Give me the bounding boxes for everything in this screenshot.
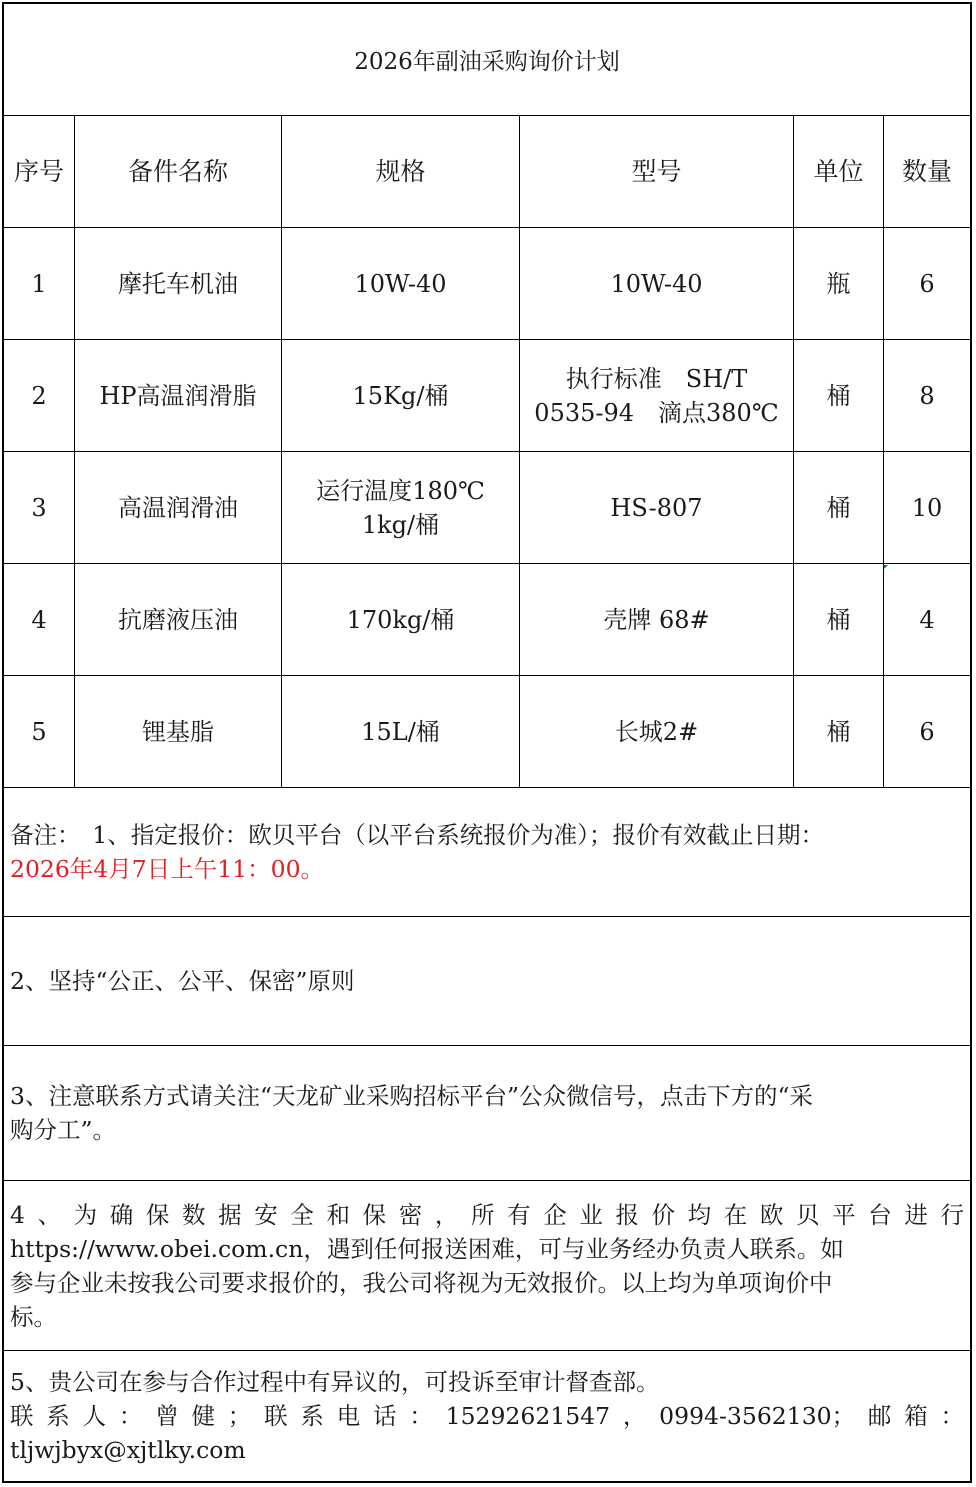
table-row <box>4 228 970 340</box>
header-spec: 规格 <box>282 116 520 227</box>
header-unit: 单位 <box>794 116 884 227</box>
note-1 <box>4 788 970 917</box>
inquiry-sheet <box>2 2 972 1483</box>
cell-model: 长城2# <box>520 676 794 787</box>
cell-spec-line: 运行温度180℃ <box>316 476 485 505</box>
cell-part-name: 锂基脂 <box>75 676 282 787</box>
table-row <box>4 564 970 676</box>
note-4-url-line: https://www.obei.com.cn，遇到任何报送困难，可与业务经办负责人联系。如 <box>10 1234 844 1263</box>
cell-no: 2 <box>4 340 75 451</box>
cell-model: 壳牌 68# <box>520 564 794 675</box>
cell-no: 4 <box>4 564 75 675</box>
cell-spec: 15Kg/桶 <box>282 340 520 451</box>
cell-model <box>520 340 794 451</box>
table-row <box>4 676 970 788</box>
note-5 <box>4 1351 970 1481</box>
note-3-line: 3、注意联系方式请关注“天龙矿业采购招标平台”公众微信号，点击下方的“采 <box>10 1082 813 1110</box>
cell-qty: 4 <box>919 605 935 634</box>
contact-email: tljwjbyx@xjtlky.com <box>10 1436 246 1464</box>
note-3-line: 购分工”。 <box>10 1116 117 1144</box>
header-part-name: 备件名称 <box>75 116 282 227</box>
contact-line: 联系人：曾健；联系电话：15292621547，0994-3562130；邮箱： <box>10 1402 964 1430</box>
cell-unit: 桶 <box>794 564 884 675</box>
note-4 <box>4 1181 970 1351</box>
cell-unit: 瓶 <box>794 228 884 339</box>
cell-no: 1 <box>4 228 75 339</box>
cell-unit: 桶 <box>794 676 884 787</box>
cell-qty: 6 <box>919 717 935 746</box>
cell-model-line: 执行标准 SH/T <box>565 364 748 393</box>
table-row <box>4 340 970 452</box>
cell-part-name: 高温润滑油 <box>75 452 282 563</box>
table-row <box>4 452 970 564</box>
cell-qty: 8 <box>919 381 935 410</box>
header-no: 序号 <box>4 116 75 227</box>
cell-part-name: 抗磨液压油 <box>75 564 282 675</box>
note-1-text: 备注： 1、指定报价：欧贝平台（以平台系统报价为准）；报价有效截止日期： <box>10 821 824 849</box>
cell-model: HS-807 <box>520 452 794 563</box>
note-3 <box>4 1046 970 1181</box>
cell-qty: 6 <box>919 269 935 298</box>
table-header <box>4 116 970 228</box>
cell-unit: 桶 <box>794 340 884 451</box>
note-5-line: 5、贵公司在参与合作过程中有异议的，可投诉至审计督查部。 <box>10 1368 660 1396</box>
header-model: 型号 <box>520 116 794 227</box>
cell-part-name: HP高温润滑脂 <box>75 340 282 451</box>
cell-no: 5 <box>4 676 75 787</box>
cell-part-name: 摩托车机油 <box>75 228 282 339</box>
cell-spec: 10W-40 <box>282 228 520 339</box>
cell-unit: 桶 <box>794 452 884 563</box>
cell-spec: 170kg/桶 <box>282 564 520 675</box>
cell-model: 10W-40 <box>520 228 794 339</box>
note-4-line: 参与企业未按我公司要求报价的，我公司将视为无效报价。以上均为单项询价中 <box>10 1268 833 1297</box>
cell-marker-icon <box>884 565 888 569</box>
note-2 <box>4 917 970 1046</box>
cell-spec: 15L/桶 <box>282 676 520 787</box>
note-4-line: 标。 <box>10 1302 57 1331</box>
cell-spec <box>282 452 520 563</box>
deadline-text: 2026年4月7日上午11：00。 <box>10 855 325 883</box>
note-4-line: 4、为确保数据安全和保密，所有企业报价均在欧贝平台进行 <box>10 1200 964 1229</box>
cell-no: 3 <box>4 452 75 563</box>
note-2-text: 2、坚持“公正、公平、保密”原则 <box>10 967 355 995</box>
header-qty: 数量 <box>901 156 952 186</box>
page-title: 2026年副油采购询价计划 <box>4 4 970 116</box>
cell-model-line: 0535-94 滴点380℃ <box>534 398 779 427</box>
cell-spec-line: 1kg/桶 <box>361 510 440 539</box>
cell-qty: 10 <box>911 493 943 522</box>
